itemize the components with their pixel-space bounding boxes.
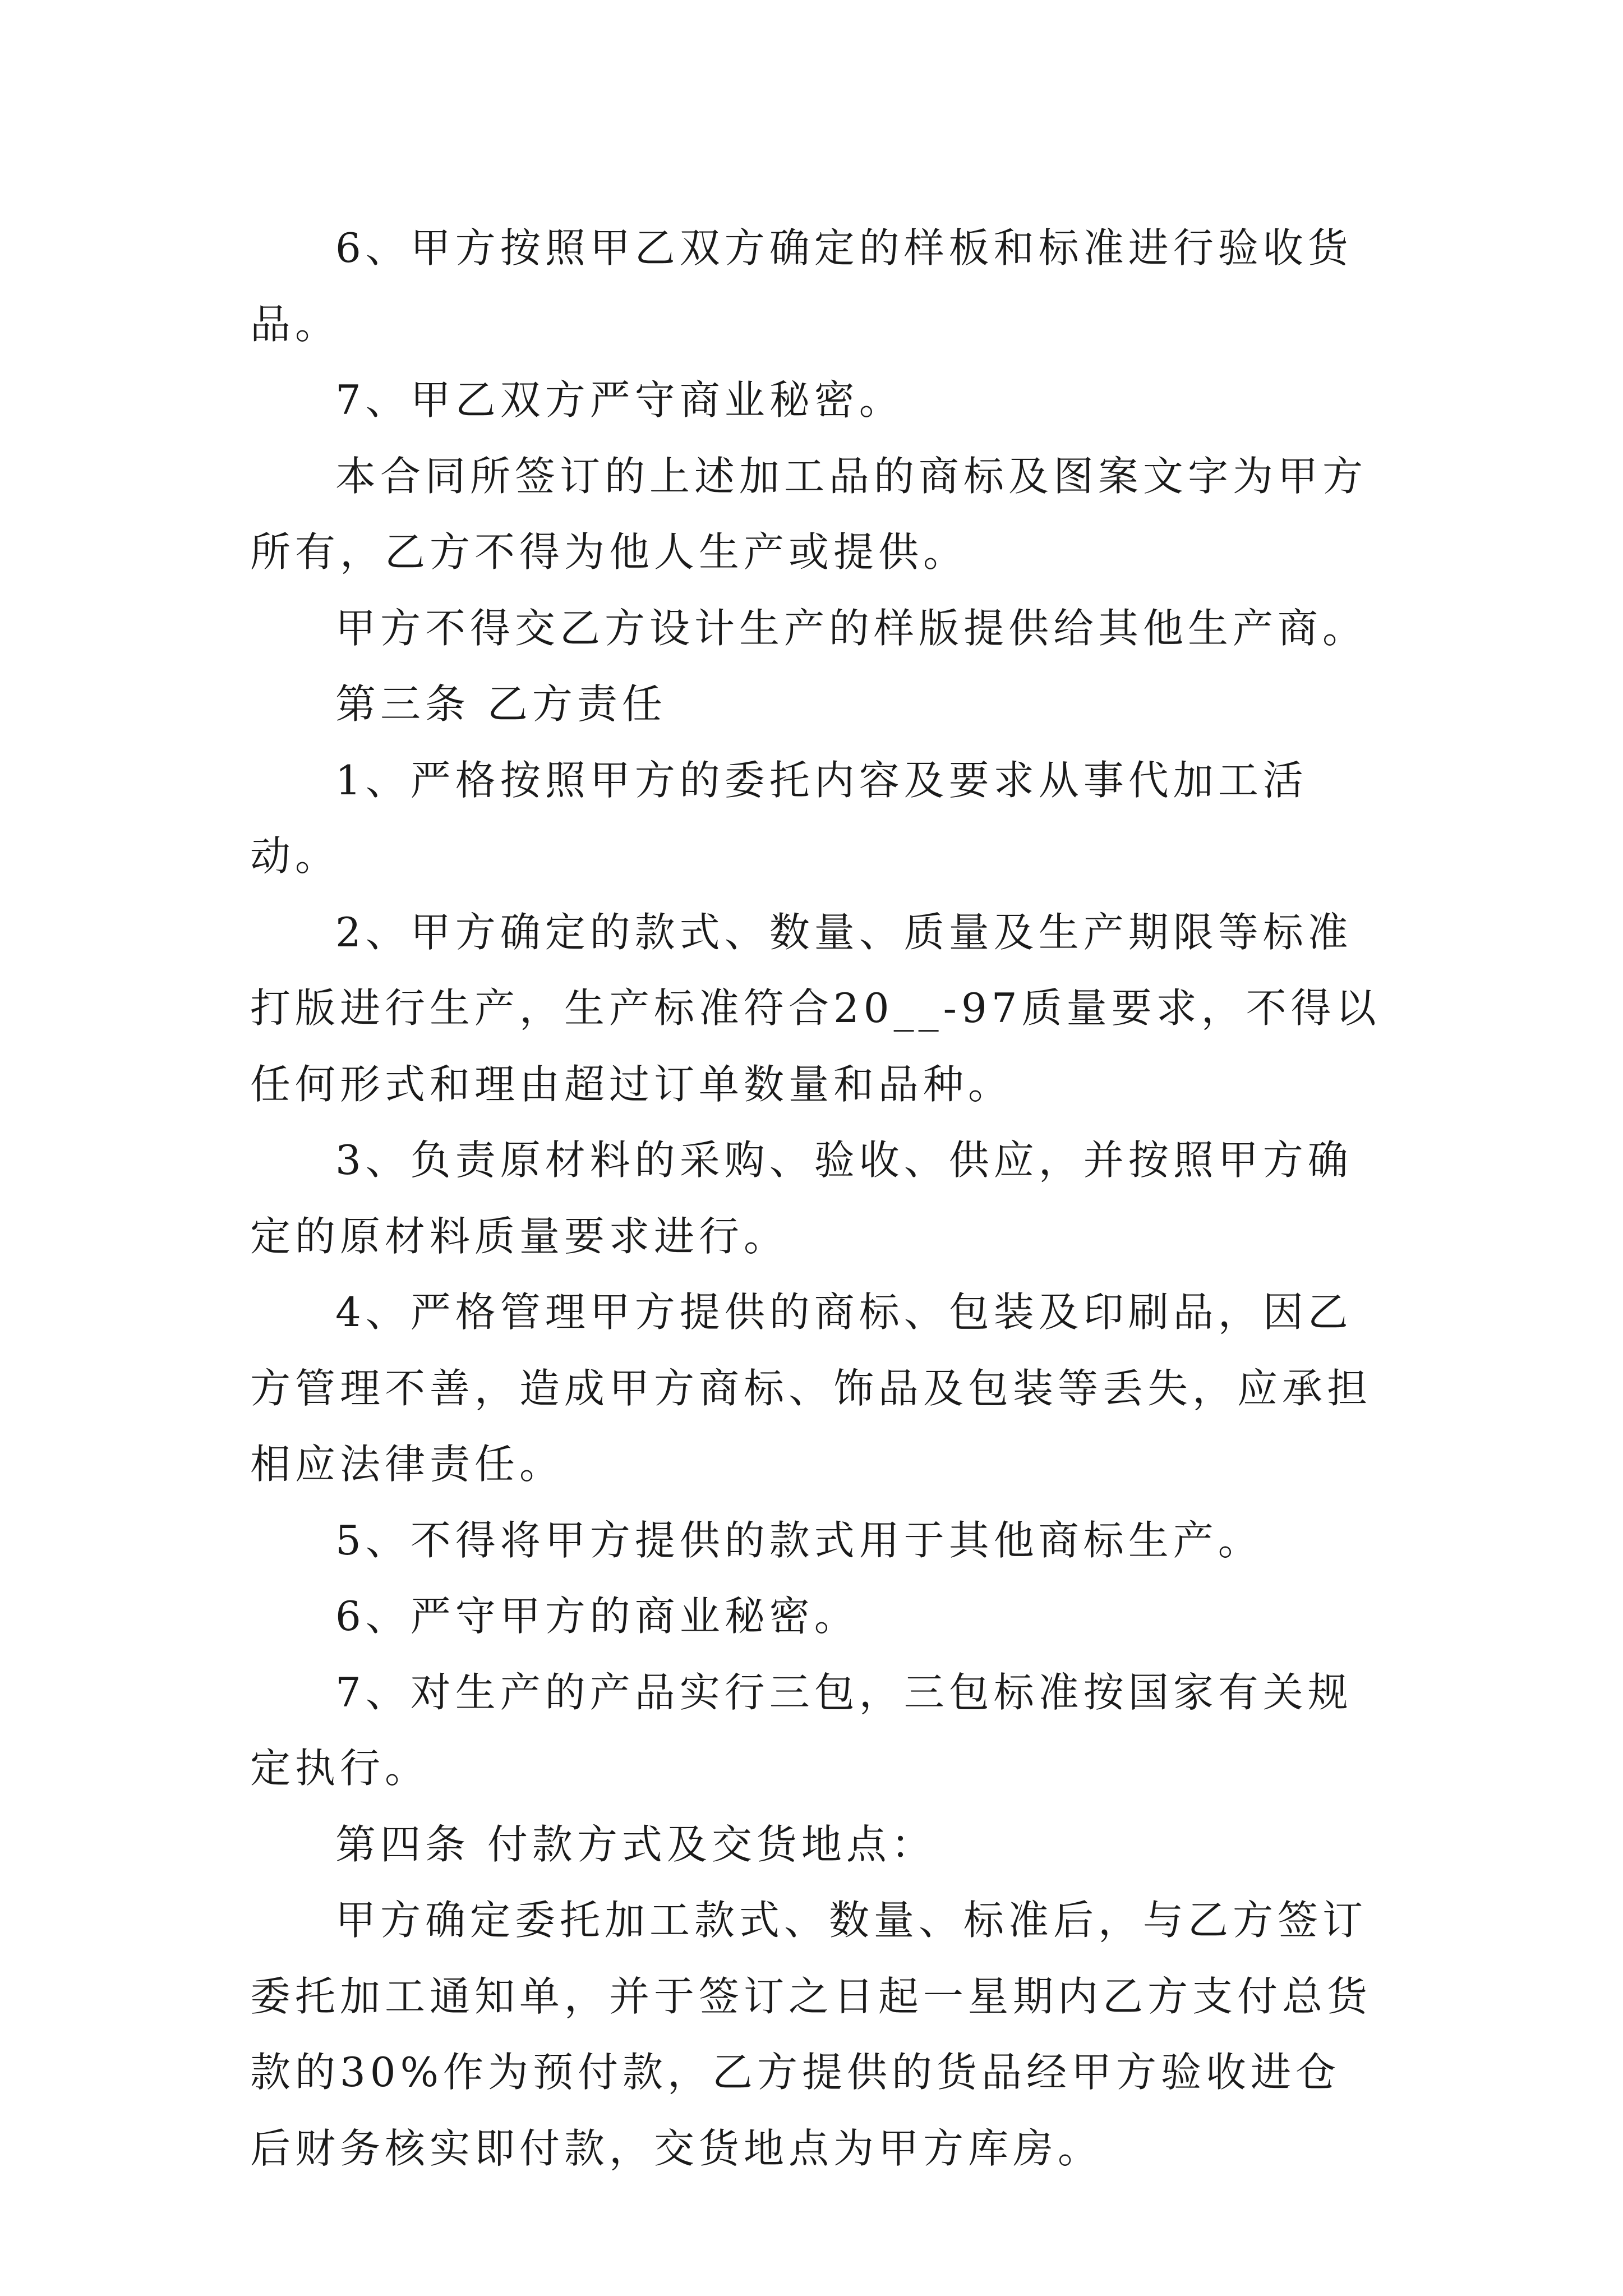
document-body (250, 210, 1383, 2187)
clause-3-item-3: 3、负责原材料的采购、验收、供应，并按照甲方确定的原材料质量要求进行。 (250, 1137, 1353, 1260)
clause-3-item-2: 2、甲方确定的款式、数量、质量及生产期限等标准打版进行生产，生产标准符合20__-97质量要求，不得以任何形式和理由超过订单数量和品种。 (250, 908, 1381, 1108)
clause-3-item-6: 6、严守甲方的商业秘密。 (335, 1593, 859, 1640)
clause-2-item-6: 6、甲方按照甲乙双方确定的样板和标准进行验收货品。 (250, 224, 1353, 348)
clause-2-item-7: 7、甲乙双方严守商业秘密。 (335, 376, 904, 424)
clause-3-item-4: 4、严格管理甲方提供的商标、包装及印刷品，因乙方管理不善，造成甲方商标、饰品及包装等丢失，应承担相应法律责任。 (250, 1289, 1372, 1488)
clause-3-item-1: 1、严格按照甲方的委托内容及要求从事代加工活动。 (250, 756, 1308, 880)
clause-3-item-7: 7、对生产的产品实行三包，三包标准按国家有关规定执行。 (250, 1668, 1353, 1792)
sample-restriction-paragraph: 甲方不得交乙方设计生产的样版提供给其他生产商。 (335, 604, 1368, 652)
payment-terms-paragraph: 甲方确定委托加工款式、数量、标准后，与乙方签订委托加工通知单，并于签订之日起一星期内乙方支付总货款的30%作为预付款，乙方提供的货品经甲方验收进仓后财务核实即付款，交货地点为甲方库房。 (250, 1897, 1372, 2172)
section-heading-article-4: 第四条 付款方式及交货地点： (335, 1820, 936, 1868)
section-heading-article-3: 第三条 乙方责任 (335, 680, 667, 728)
clause-3-item-5: 5、不得将甲方提供的款式用于其他商标生产。 (335, 1516, 1263, 1564)
trademark-ownership-paragraph: 本合同所签订的上述加工品的商标及图案文字为甲方所有，乙方不得为他人生产或提供。 (250, 452, 1368, 576)
